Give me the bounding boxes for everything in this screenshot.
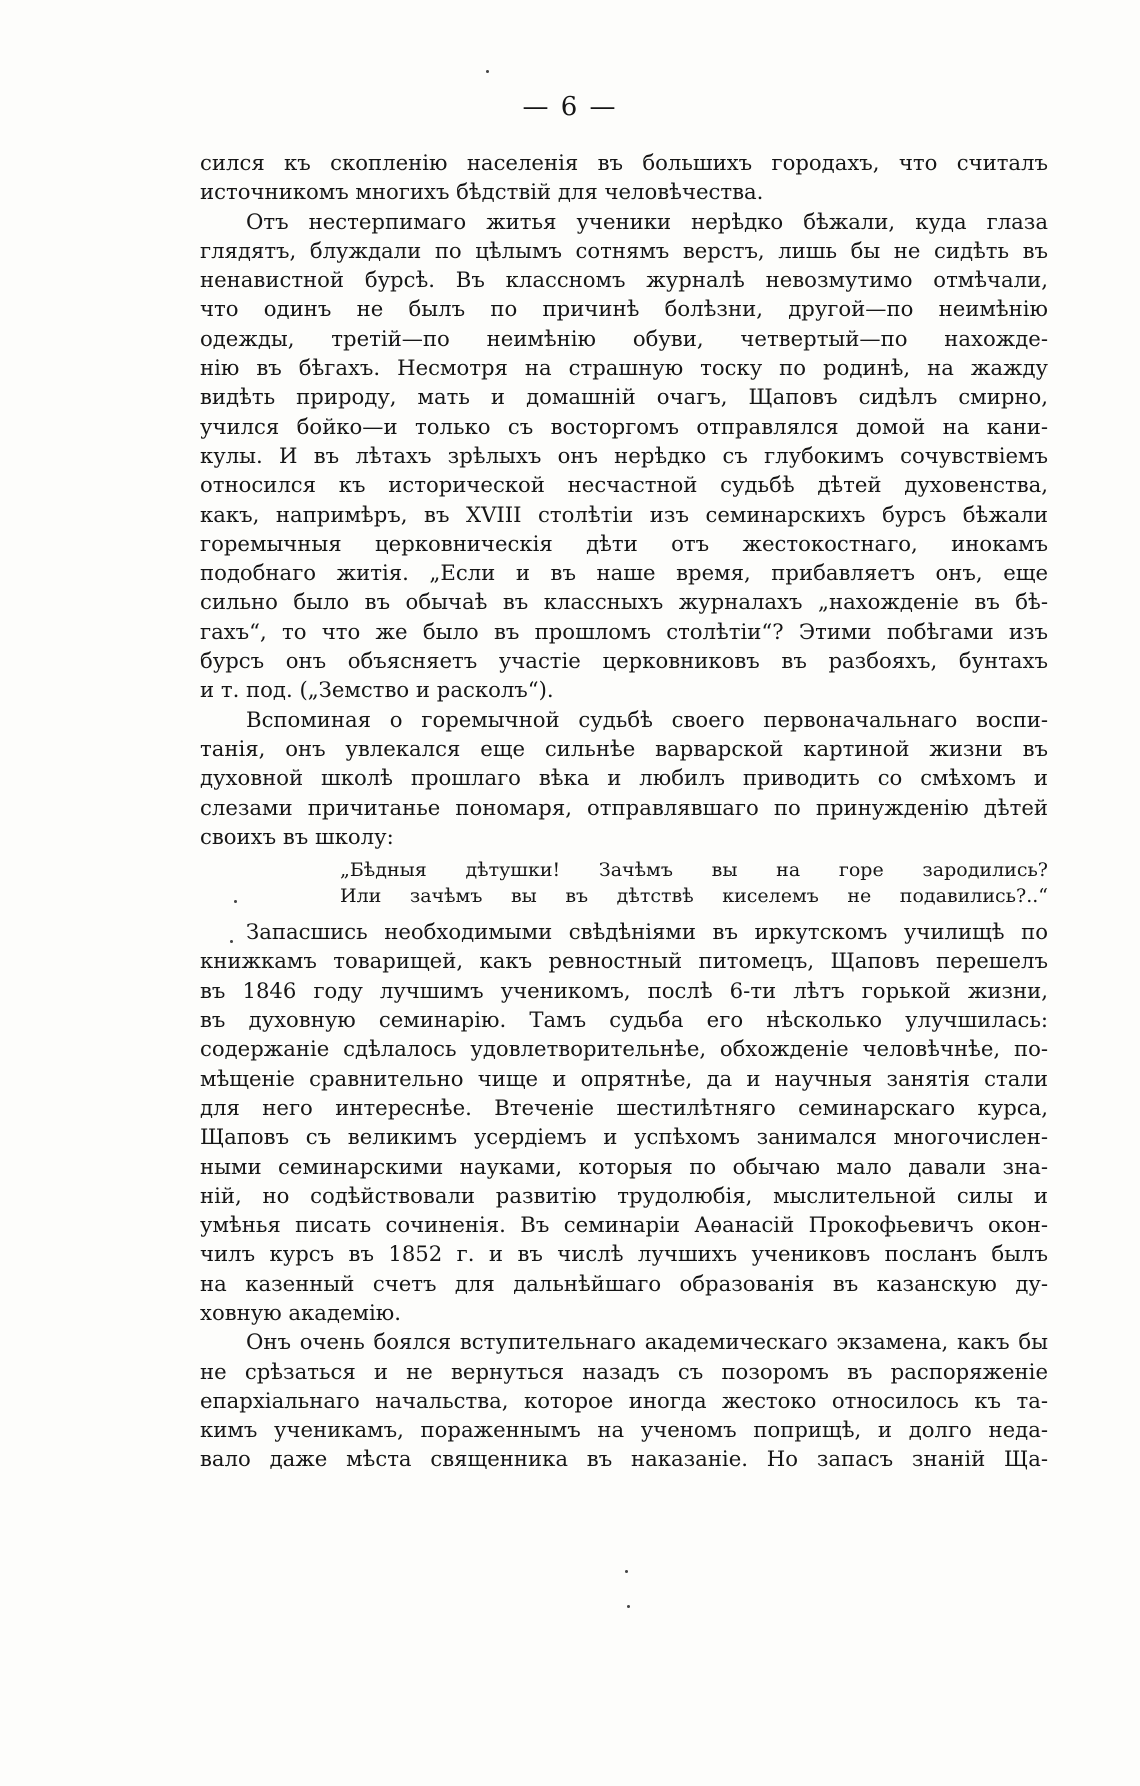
text-line: ховную академію.	[200, 1299, 401, 1325]
text-line: видѣть природу, мать и домашній очагъ, Щаповъ сидѣлъ смирно,	[200, 384, 1048, 410]
text-line: источникомъ многихъ бѣдствій для человѣчества.	[200, 179, 764, 205]
paragraph	[200, 705, 1048, 851]
text-line: горемычныя церковническія дѣти отъ жестокостнаго, инокамъ	[200, 530, 1048, 556]
verse-line: „Бѣдныя дѣтушки! Зачѣмъ вы на горе зародились?	[340, 859, 1048, 882]
text-line: не срѣзаться и не вернуться назадъ съ позоромъ въ распоряженіе	[200, 1358, 1048, 1384]
text-line: кимъ ученикамъ, пораженнымъ на ученомъ поприщѣ, и долго неда-	[200, 1417, 1048, 1443]
scan-speck	[234, 900, 237, 903]
verse-quote	[200, 857, 1048, 909]
verse-line: Или зачѣмъ вы въ дѣтствѣ киселемъ не подавились?..“	[340, 885, 1048, 908]
text-line: книжкамъ товарищей, какъ ревностный питомецъ, Щаповъ перешелъ	[200, 948, 1048, 974]
scan-speck	[627, 1605, 630, 1608]
text-line: ній, но содѣйствовали развитію трудолюбія, мыслительной силы и	[200, 1182, 1048, 1208]
text-line: танія, онъ увлекался еще сильнѣе варварской картиной жизни въ	[200, 735, 1048, 761]
paragraph	[200, 207, 1048, 705]
text-line: чилъ курсъ въ 1852 г. и въ числѣ лучшихъ учениковъ посланъ былъ	[200, 1241, 1048, 1267]
text-line: глядятъ, блуждали по цѣлымъ сотнямъ верстъ, лишь бы не сидѣть въ	[200, 237, 1048, 263]
text-line: Отъ нестерпимаго житья ученики нерѣдко бѣжали, куда глаза	[246, 208, 1048, 234]
scan-speck	[486, 70, 489, 73]
text-line: умѣнья писать сочиненія. Въ семинаріи Аѳанасій Прокофьевичъ окон-	[200, 1212, 1048, 1238]
text-line: епархіальнаго начальства, которое иногда жестоко относилось къ та-	[200, 1387, 1048, 1413]
text-line: ненавистной бурсѣ. Въ классномъ журналѣ невозмутимо отмѣчали,	[200, 267, 1048, 293]
body-text	[200, 148, 1048, 1474]
text-line: и т. под. („Земство и расколъ“).	[200, 677, 554, 703]
page-number: — 6 —	[522, 92, 618, 122]
text-line: гахъ“, то что же было въ прошломъ столѣтіи“? Этими побѣгами изъ	[200, 618, 1048, 644]
text-line: вало даже мѣста священника въ наказаніе. Но запасъ знаній Ща-	[200, 1446, 1048, 1472]
text-line: содержаніе сдѣлалось удовлетворительнѣе, обхожденіе человѣчнѣе, по-	[200, 1036, 1048, 1062]
text-line: своихъ въ школу:	[200, 823, 394, 849]
text-line: одежды, третій—по неимѣнію обуви, четвертый—по нахожде-	[200, 325, 1048, 351]
text-line: сился къ скопленію населенія въ большихъ городахъ, что считалъ	[200, 150, 1048, 175]
text-line: нію въ бѣгахъ. Несмотря на страшную тоску по родинѣ, на жажду	[200, 355, 1048, 381]
paragraph	[200, 917, 1048, 1327]
text-line: относился къ исторической несчастной судьбѣ дѣтей духовенства,	[200, 472, 1048, 498]
text-line: кулы. И въ лѣтахъ зрѣлыхъ онъ нерѣдко съ глубокимъ сочувствіемъ	[200, 442, 1048, 468]
text-line: въ духовную семинарію. Тамъ судьба его нѣсколько улучшилась:	[200, 1007, 1048, 1033]
text-line: Онъ очень боялся вступительнаго академическаго экзамена, какъ бы	[246, 1329, 1048, 1355]
text-line: Щаповъ съ великимъ усердіемъ и успѣхомъ занимался многочислен-	[200, 1124, 1048, 1150]
text-line: мѣщеніе сравнительно чище и опрятнѣе, да и научныя занятія стали	[200, 1065, 1048, 1091]
text-line: что одинъ не былъ по причинѣ болѣзни, другой—по неимѣнію	[200, 296, 1048, 322]
scan-speck	[230, 940, 233, 943]
text-line: въ 1846 году лучшимъ ученикомъ, послѣ 6-ти лѣтъ горькой жизни,	[200, 977, 1048, 1003]
text-line: Вспоминая о горемычной судьбѣ своего первоначальнаго воспи-	[246, 706, 1048, 732]
text-line: какъ, напримѣръ, въ XVIII столѣтіи изъ семинарскихъ бурсъ бѣжали	[200, 501, 1048, 527]
text-line: духовной школѣ прошлаго вѣка и любилъ приводить со смѣхомъ и	[200, 765, 1048, 791]
text-line: учился бойко—и только съ восторгомъ отправлялся домой на кани-	[200, 413, 1048, 439]
text-line: для него интереснѣе. Втеченіе шестилѣтняго семинарскаго курса,	[200, 1094, 1048, 1120]
text-line: бурсъ онъ объясняетъ участіе церковниковъ въ разбояхъ, бунтахъ	[200, 648, 1048, 674]
paragraph	[200, 1327, 1048, 1473]
text-line: Запасшись необходимыми свѣдѣніями въ иркутскомъ училищѣ по	[246, 919, 1048, 945]
text-line: слезами причитанье пономаря, отправлявшаго по принужденію дѣтей	[200, 794, 1048, 820]
text-line: ными семинарскими науками, которыя по обычаю мало давали зна-	[200, 1153, 1048, 1179]
text-line: сильно было въ обычаѣ въ классныхъ журналахъ „нахожденіе въ бѣ-	[200, 589, 1048, 615]
text-line: на казенный счетъ для дальнѣйшаго образованія въ казанскую ду-	[200, 1270, 1048, 1296]
scan-speck	[625, 1570, 628, 1573]
text-line: подобнаго житія. „Если и въ наше время, прибавляетъ онъ, еще	[200, 560, 1048, 586]
paragraph	[200, 148, 1048, 207]
